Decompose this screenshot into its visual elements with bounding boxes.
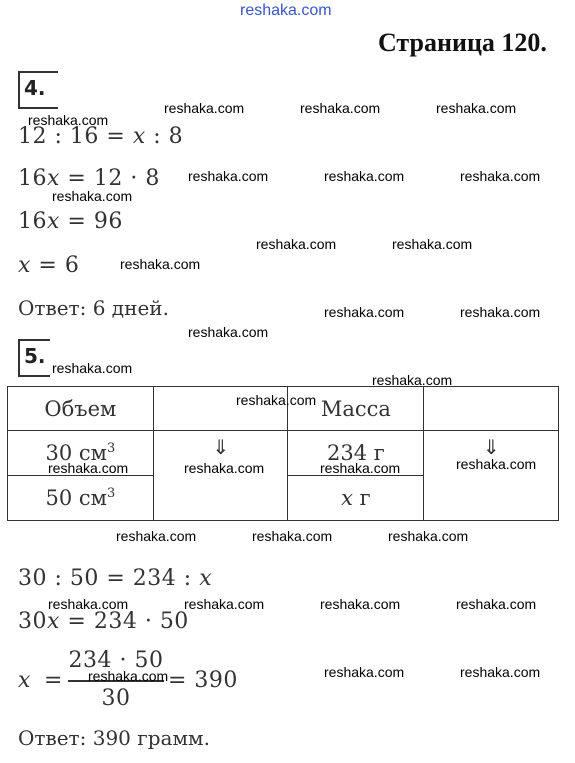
task-4-answer: Ответ: 6 дней. <box>18 296 169 320</box>
watermark: reshaka.com <box>52 188 133 204</box>
watermark: reshaka.com <box>436 100 517 116</box>
site-watermark[interactable]: reshaka.com <box>240 2 332 19</box>
watermark: reshaka.com <box>460 168 541 184</box>
watermark: reshaka.com <box>28 112 109 128</box>
page-title: Страница 120. <box>378 28 547 57</box>
watermark: reshaka.com <box>324 304 405 320</box>
watermark: reshaka.com <box>188 324 269 340</box>
watermark: reshaka.com <box>184 596 265 612</box>
watermark: reshaka.com <box>300 100 381 116</box>
task-4-line-3: 16x = 96 <box>18 209 123 234</box>
header-empty-2 <box>424 387 559 431</box>
fraction-denominator: 30 <box>101 686 131 711</box>
watermark: reshaka.com <box>164 100 245 116</box>
watermark: reshaka.com <box>320 596 401 612</box>
task-4-line-1: 12 : 16 = x : 8 <box>18 124 184 149</box>
cell-volume-2: 50 $см^3$ <box>8 476 154 521</box>
watermark: reshaka.com <box>120 256 201 272</box>
watermark: reshaka.com <box>324 168 405 184</box>
task-5-line-1: 30 : 50 = 234 : x <box>18 566 213 591</box>
fraction-numerator: 234 · 50 <box>68 648 164 673</box>
down-double-arrow-icon: ⇓ <box>482 435 500 459</box>
watermark: reshaka.com <box>456 596 537 612</box>
watermark: reshaka.com <box>320 460 401 476</box>
down-double-arrow-icon: ⇓ <box>212 435 230 459</box>
watermark: reshaka.com <box>324 664 405 680</box>
fraction-result: = 390 <box>168 668 238 693</box>
watermark: reshaka.com <box>52 360 133 376</box>
task-5-number: 5. <box>24 344 46 368</box>
watermark: reshaka.com <box>48 596 129 612</box>
watermark: reshaka.com <box>88 668 169 684</box>
task-4-line-2: 16x = 12 · 8 <box>18 166 160 191</box>
watermark: reshaka.com <box>460 664 541 680</box>
watermark: reshaka.com <box>116 528 197 544</box>
task-5-line-2: 30x = 234 · 50 <box>18 609 189 634</box>
watermark: reshaka.com <box>48 460 129 476</box>
cell-mass-2: x г <box>288 476 424 521</box>
watermark: reshaka.com <box>456 456 537 472</box>
watermark: reshaka.com <box>236 392 317 408</box>
cell-mass-1: 234 г <box>288 431 424 476</box>
task-4-number: 4. <box>24 76 46 100</box>
task-4-line-4: x = 6 <box>18 253 80 278</box>
watermark: reshaka.com <box>460 304 541 320</box>
watermark: reshaka.com <box>388 528 469 544</box>
task-5-answer: Ответ: 390 грамм. <box>18 726 210 750</box>
watermark: reshaka.com <box>188 168 269 184</box>
fraction-lhs: x <box>18 668 31 693</box>
cell-volume-1: 30 $см^3$ <box>8 431 154 476</box>
watermark: reshaka.com <box>392 236 473 252</box>
header-mass: Масса <box>288 387 424 431</box>
watermark: reshaka.com <box>372 372 453 388</box>
watermark: reshaka.com <box>252 528 333 544</box>
header-volume: Объем <box>8 387 154 431</box>
watermark: reshaka.com <box>256 236 337 252</box>
watermark: reshaka.com <box>184 460 265 476</box>
cell-arrow-2 <box>424 431 559 521</box>
fraction-equals: = <box>44 668 63 693</box>
